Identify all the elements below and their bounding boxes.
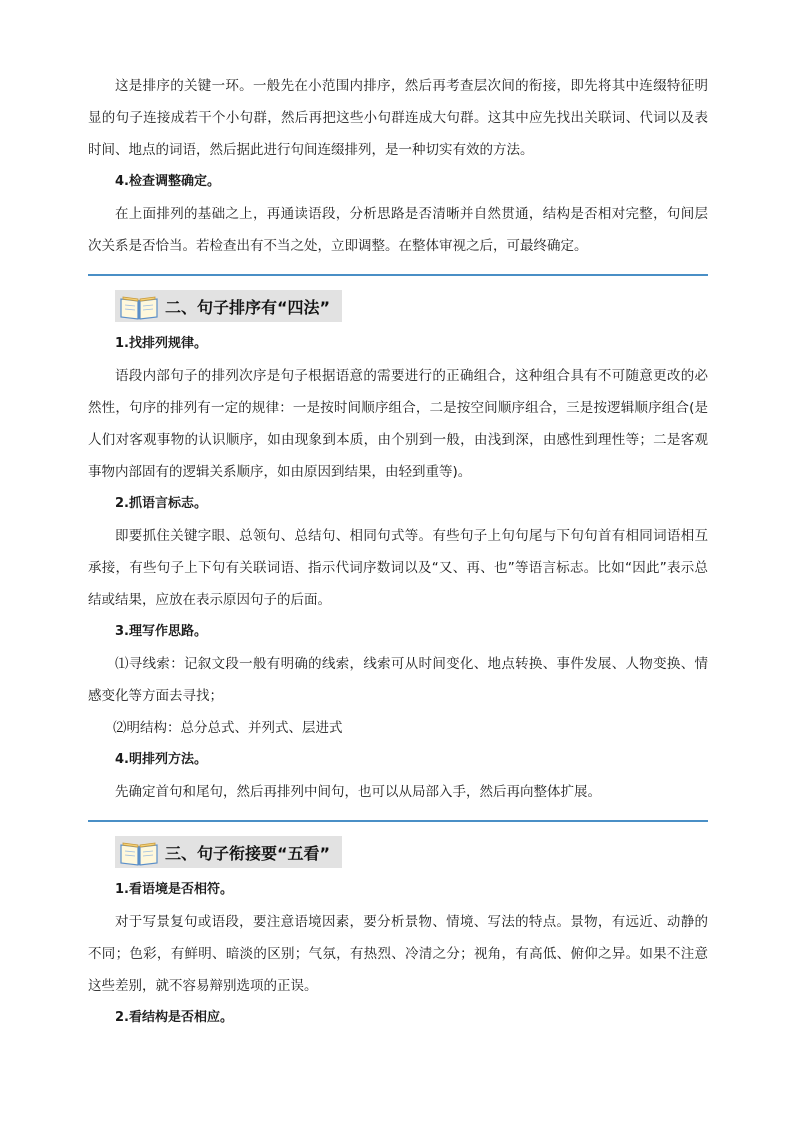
body-paragraph: 即要抓住关键字眼、总领句、总结句、相同句式等。有些句子上句句尾与下句句首有相同词语相互承接，有些句子上下句有关联词语、指示代词序数词以及“又、再、也”等语言标志。比如“因此”表示总结或结果，应放在表示原因句子的后面。 — [88, 528, 708, 608]
open-book-icon — [119, 837, 159, 867]
subheading: 2.看结构是否相应。 — [115, 1010, 233, 1025]
section-heading — [115, 290, 342, 322]
section-heading-text: 二、句子排序有“四法” — [165, 297, 331, 317]
subheading: 4.明排列方法。 — [115, 752, 207, 767]
list-item: ⑴寻线索：记叙文段一般有明确的线索，线索可从时间变化、地点转换、事件发展、人物变换、情感变化等方面去寻找； — [88, 656, 708, 704]
section-divider — [88, 274, 708, 276]
subheading: 2.抓语言标志。 — [115, 496, 207, 511]
body-paragraph: 语段内部句子的排列次序是句子根据语意的需要进行的正确组合，这种组合具有不可随意更改的必然性，句序的排列有一定的规律：一是按时间顺序组合，二是按空间顺序组合，三是按逻辑顺序组合(是人们对客观事物的认识顺序，如由现象到本质，由个别到一般，由浅到深，由感性到理性等；二是客观事物内部固有的逻辑关系顺序，如由原因到结果，由轻到重等)。 — [88, 368, 708, 480]
body-paragraph: 对于写景复句或语段，要注意语境因素，要分析景物、情境、写法的特点。景物，有远近、动静的不同；色彩，有鲜明、暗淡的区别；气氛，有热烈、冷清之分；视角，有高低、俯仰之异。如果不注意这些差别，就不容易辩别选项的正误。 — [88, 914, 708, 994]
body-paragraph: 先确定首句和尾句，然后再排列中间句，也可以从局部入手，然后再向整体扩展。 — [115, 784, 601, 800]
body-paragraph: 在上面排列的基础之上，再通读语段，分析思路是否清晰并自然贯通，结构是否相对完整，句间层次关系是否恰当。若检查出有不当之处，立即调整。在整体审视之后，可最终确定。 — [88, 206, 708, 254]
section-heading — [115, 836, 342, 868]
open-book-icon — [119, 291, 159, 321]
section-divider — [88, 820, 708, 822]
section-heading-text: 三、句子衔接要“五看” — [165, 843, 331, 863]
document-page — [88, 70, 708, 1034]
body-paragraph: 这是排序的关键一环。一般先在小范围内排序，然后再考查层次间的衔接，即先将其中连缀特征明显的句子连接成若干个小句群，然后再把这些小句群连成大句群。这其中应先找出关联词、代词以及表时间、地点的词语，然后据此进行句间连缀排列，是一种切实有效的方法。 — [88, 78, 708, 158]
subheading: 3.理写作思路。 — [115, 624, 207, 639]
subheading: 4.检查调整确定。 — [115, 174, 220, 189]
list-item: ⑵明结构：总分总式、并列式、层进式 — [113, 720, 343, 736]
subheading: 1.找排列规律。 — [115, 336, 207, 351]
subheading: 1.看语境是否相符。 — [115, 882, 233, 897]
